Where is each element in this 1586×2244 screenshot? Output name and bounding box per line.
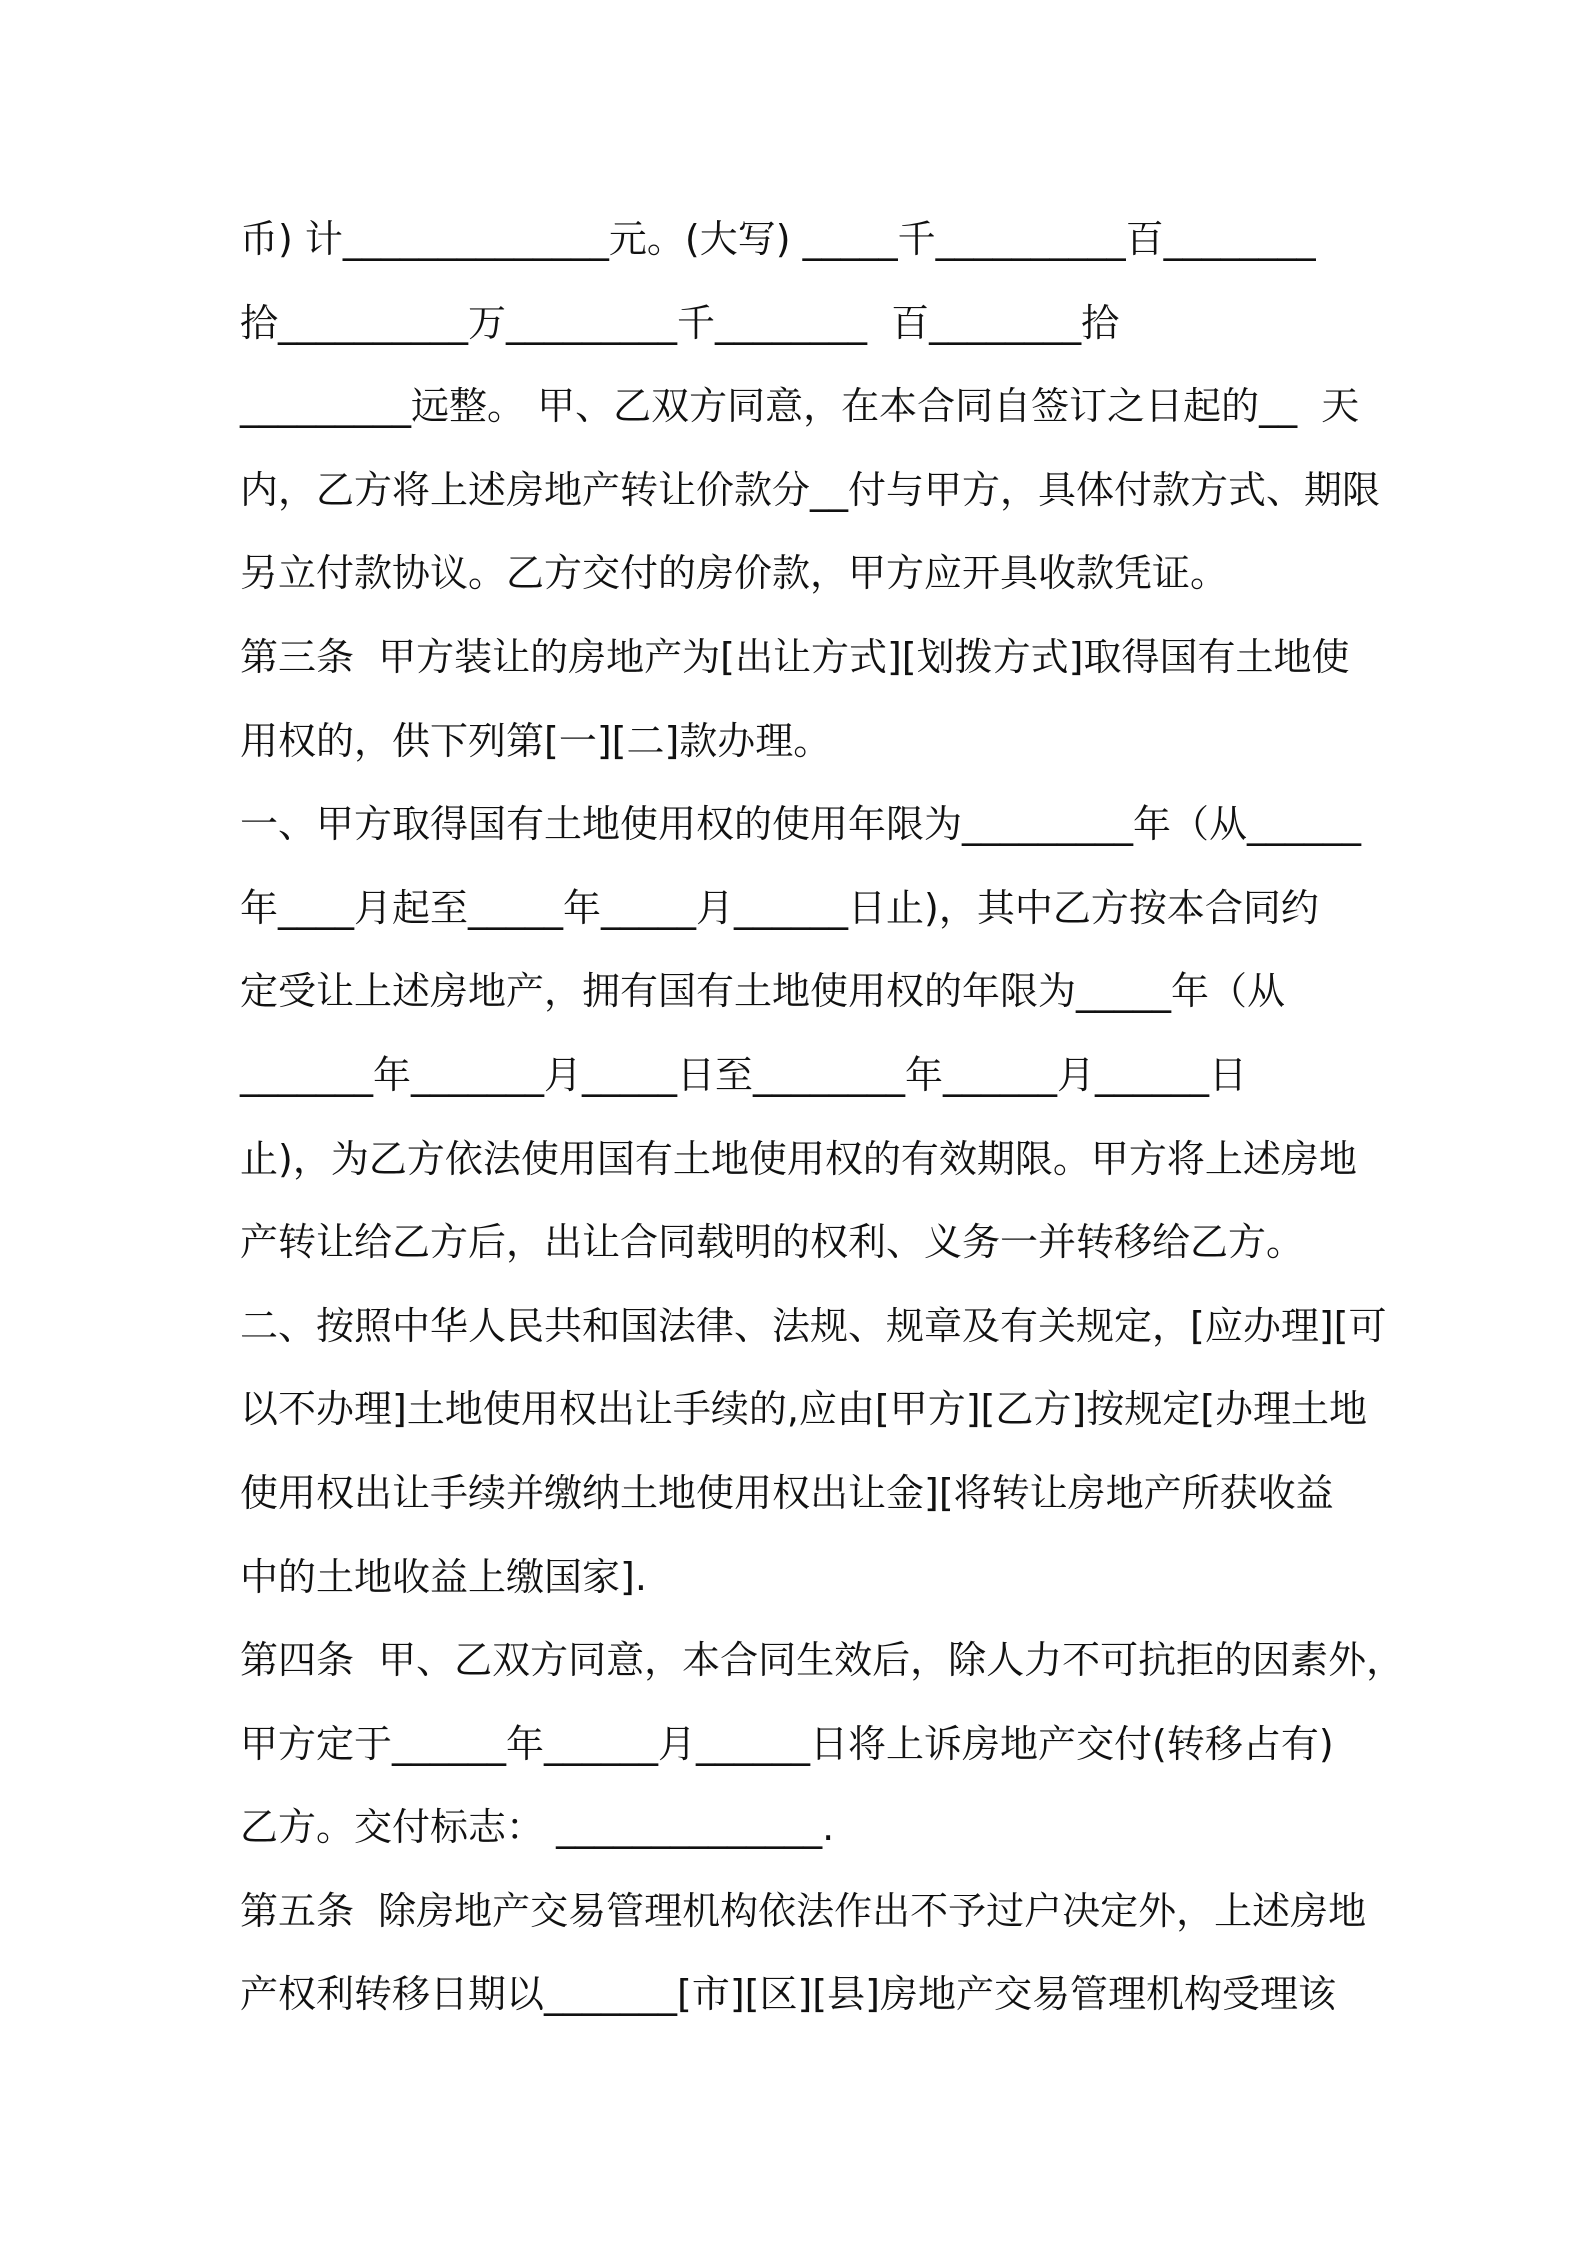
article-4-heading-line: 第四条 甲、乙双方同意，本合同生效后，除人力不可抗拒的因素外，	[240, 1638, 1405, 1683]
text-line-22: 产权利转移日期以_______[市][区][县]房地产交易管理机构受理该	[240, 1972, 1336, 2017]
article-5-heading-line: 第五条 除房地产交易管理机构依法作出不予过户决定外，上述房地	[240, 1888, 1367, 1933]
contract-text	[240, 198, 1405, 2037]
text-line-11: _______年_______月_____日至________年______月______日	[240, 1052, 1248, 1097]
article-3-heading-line: 第三条 甲方装让的房地产为[出让方式][划拨方式]取得国有土地使	[240, 634, 1350, 679]
text-line-2: 拾__________万_________千________ 百________拾	[240, 300, 1120, 345]
text-line-1: 币) 计______________元。(大写) _____千__________百________	[240, 217, 1316, 261]
text-line-13: 产转让给乙方后，出让合同载明的权利、义务一并转移给乙方。	[240, 1220, 1305, 1265]
text-line-4: 内，乙方将上述房地产转让价款分__付与甲方，具体付款方式、期限	[240, 467, 1381, 512]
text-line-7: 用权的，供下列第[一][二]款办理。	[240, 718, 832, 763]
text-line-12: 止)，为乙方依法使用国有土地使用权的有效期限。甲方将上述房地	[240, 1136, 1357, 1181]
text-line-10: 定受让上述房地产，拥有国有土地使用权的年限为_____年（从	[240, 969, 1286, 1014]
text-line-19: 甲方定于______年______月______日将上诉房地产交付(转移占有)	[240, 1721, 1334, 1766]
text-line-5: 另立付款协议。乙方交付的房价款，甲方应开具收款凭证。	[240, 551, 1229, 596]
text-line-17: 中的土地收益上缴国家].	[240, 1554, 647, 1599]
text-line-20: 乙方。交付标志： ______________.	[240, 1805, 835, 1850]
text-line-15: 以不办理]土地使用权出让手续的,应由[甲方][乙方]按规定[办理土地	[240, 1387, 1368, 1432]
clause-1-line: 一、甲方取得国有土地使用权的使用年限为_________年（从______	[240, 802, 1362, 847]
text-line-3: _________远整。 甲、乙双方同意，在本合同自签订之日起的__ 天	[240, 384, 1360, 429]
clause-2-line: 二、按照中华人民共和国法律、法规、规章及有关规定，[应办理][可	[240, 1303, 1387, 1348]
text-line-16: 使用权出让手续并缴纳土地使用权出让金][将转让房地产所获收益	[240, 1470, 1334, 1515]
text-line-9: 年____月起至_____年_____月______日止)，其中乙方按本合同约	[240, 885, 1319, 930]
